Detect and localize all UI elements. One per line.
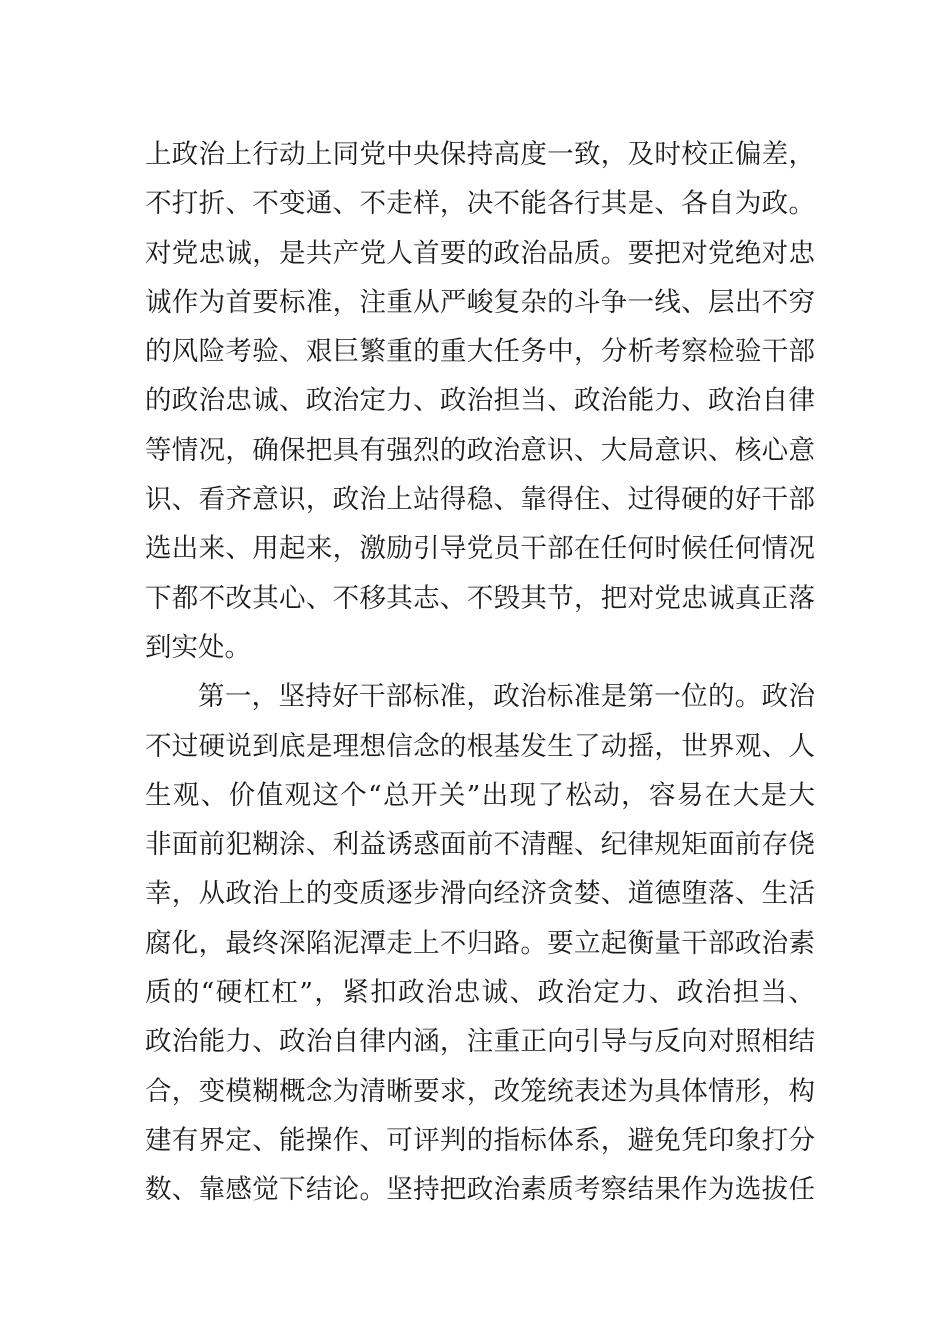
text-line: 到实处。 bbox=[145, 631, 251, 663]
paragraph-political-loyalty bbox=[145, 130, 815, 672]
text-line: 不打折、不变通、不走样，决不能各行其是、各自为政。 bbox=[145, 188, 815, 220]
text-line: 诚作为首要标准，注重从严峻复杂的斗争一线、层出不穷 bbox=[145, 286, 815, 318]
text-line: 生观、价值观这个“总开关”出现了松动，容易在大是大 bbox=[145, 779, 815, 811]
text-line: 幸，从政治上的变质逐步滑向经济贪婪、道德堕落、生活 bbox=[145, 878, 815, 910]
text-line: 政治能力、政治自律内涵，注重正向引导与反向对照相结 bbox=[145, 1026, 815, 1058]
paragraph-political-standard bbox=[145, 672, 815, 1214]
text-line: 识、看齐意识，政治上站得稳、靠得住、过得硬的好干部 bbox=[145, 484, 815, 516]
text-line: 的政治忠诚、政治定力、政治担当、政治能力、政治自律 bbox=[145, 385, 815, 417]
text-line: 腐化，最终深陷泥潭走上不归路。要立起衡量干部政治素 bbox=[145, 927, 815, 959]
text-line: 第一，坚持好干部标准，政治标准是第一位的。政治 bbox=[198, 681, 815, 713]
text-line: 质的“硬杠杠”，紧扣政治忠诚、政治定力、政治担当、 bbox=[145, 977, 815, 1009]
text-line: 合，变模糊概念为清晰要求，改笼统表述为具体情形，构 bbox=[145, 1075, 815, 1107]
text-line: 等情况，确保把具有强烈的政治意识、大局意识、核心意 bbox=[145, 434, 815, 466]
text-line: 对党忠诚，是共产党人首要的政治品质。要把对党绝对忠 bbox=[145, 237, 815, 269]
text-line: 数、靠感觉下结论。坚持把政治素质考察结果作为选拔任 bbox=[145, 1174, 815, 1206]
document-body bbox=[145, 130, 815, 1215]
text-line: 非面前犯糊涂、利益诱惑面前不清醒、纪律规矩面前存侥 bbox=[145, 829, 815, 861]
text-line: 上政治上行动上同党中央保持高度一致，及时校正偏差， bbox=[145, 139, 815, 170]
text-line: 不过硬说到底是理想信念的根基发生了动摇，世界观、人 bbox=[145, 730, 815, 762]
text-line: 的风险考验、艰巨繁重的重大任务中，分析考察检验干部 bbox=[145, 336, 815, 368]
text-line: 下都不改其心、不移其志、不毁其节，把对党忠诚真正落 bbox=[145, 582, 815, 614]
text-line: 建有界定、能操作、可评判的指标体系，避免凭印象打分 bbox=[145, 1124, 815, 1156]
text-line: 选出来、用起来，激励引导党员干部在任何时候任何情况 bbox=[145, 533, 815, 565]
